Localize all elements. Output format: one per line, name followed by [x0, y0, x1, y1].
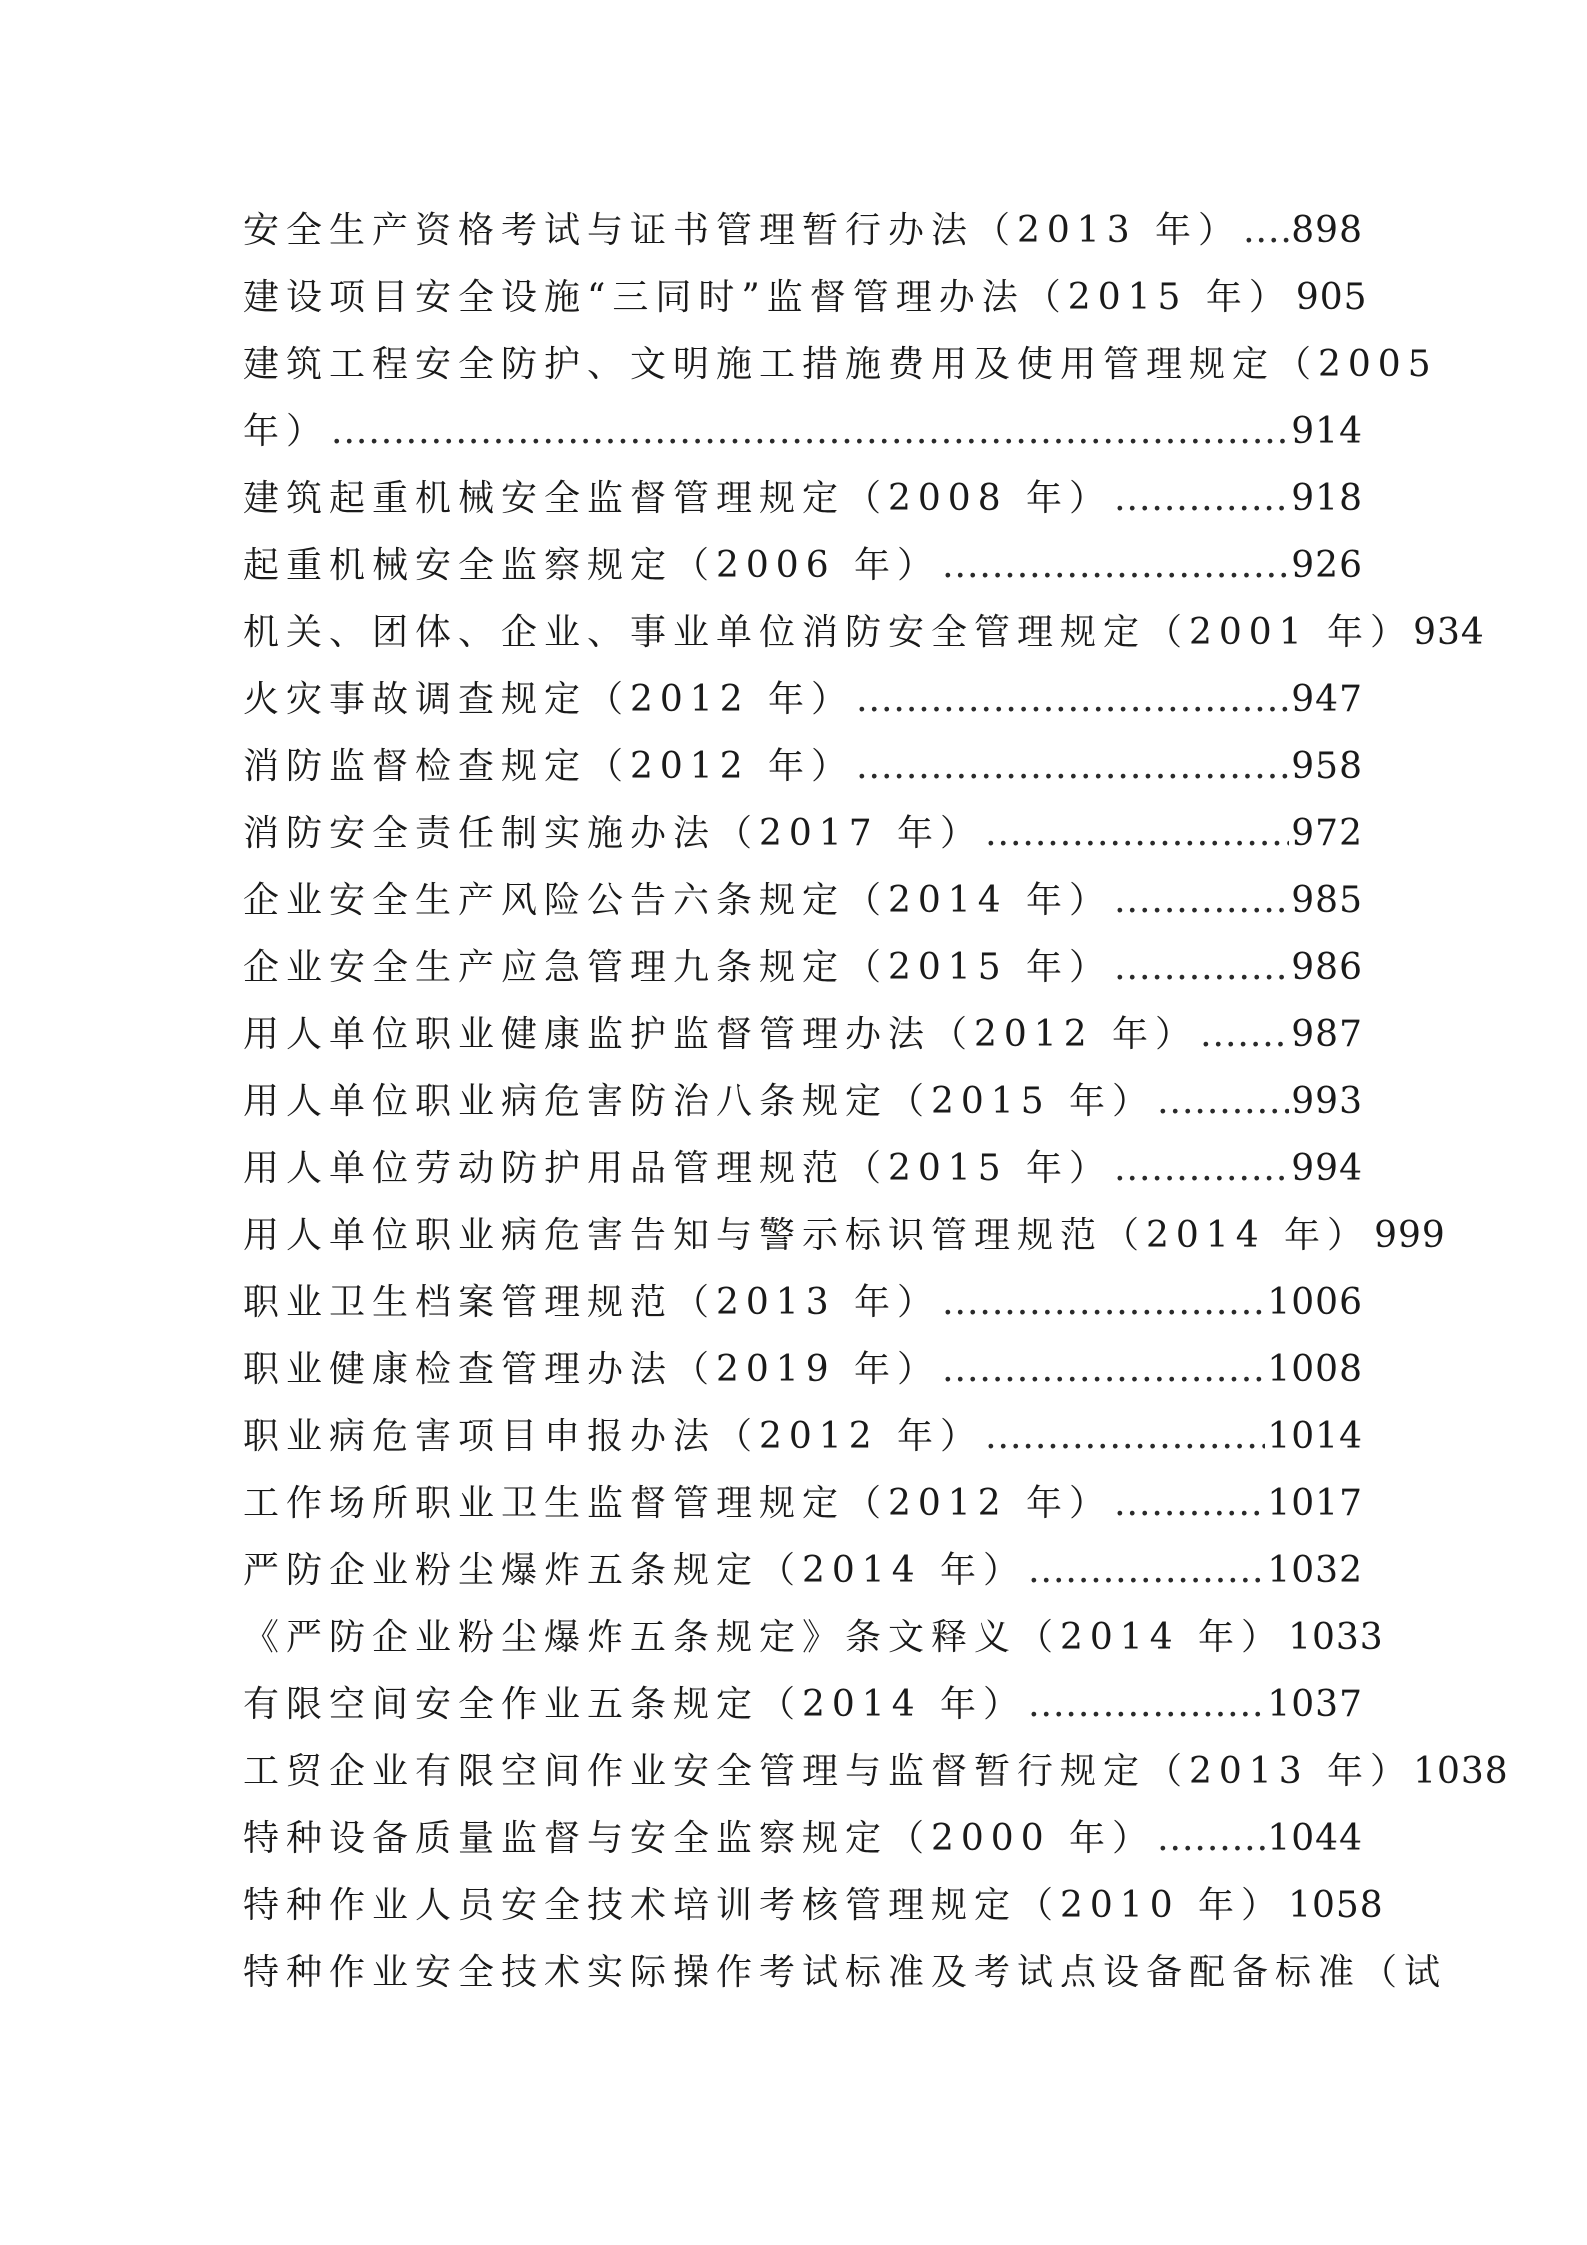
- toc-entry[interactable]: [243, 1269, 1363, 1336]
- toc-entry-page: 1014: [1267, 1416, 1363, 1457]
- toc-entry-title: 职业病危害项目申报办法（2012 年）: [243, 1416, 984, 1457]
- toc-entry-title: 职业健康检查管理办法（2019 年）: [243, 1349, 941, 1390]
- toc-leader-dots: [1028, 1671, 1265, 1738]
- toc-leader-dots: [331, 398, 1289, 465]
- toc-entry-title: 职业卫生档案管理规范（2013 年）: [243, 1282, 941, 1323]
- toc-leader-dots: [1157, 1068, 1289, 1135]
- toc-leader-dots: [942, 1269, 1265, 1336]
- toc-entry-page: 1008: [1267, 1349, 1363, 1390]
- toc-entry-title: 工作场所职业卫生监督管理规定（2012 年）: [243, 1483, 1113, 1524]
- toc-leader-dots: [1114, 1470, 1265, 1537]
- toc-leader-dots: [1200, 1001, 1289, 1068]
- toc-entry-title: 有限空间安全作业五条规定（2014 年）: [243, 1684, 1027, 1725]
- toc-leader-dots: [985, 1403, 1265, 1470]
- toc-entry[interactable]: [243, 1336, 1363, 1403]
- toc-entry-title: 用人单位职业病危害防治八条规定（2015 年）: [243, 1081, 1156, 1122]
- toc-entry-page: 934: [1413, 612, 1485, 653]
- toc-entry-page: 914: [1291, 411, 1363, 452]
- toc-leader-dots: [856, 666, 1289, 733]
- toc-entry-page: 1032: [1267, 1550, 1363, 1591]
- toc-entry-page: 993: [1291, 1081, 1363, 1122]
- toc-entry-title: 特种作业人员安全技术培训考核管理规定（2010 年）: [243, 1885, 1285, 1926]
- toc-entry-title: 《严防企业粉尘爆炸五条规定》条文释义（2014 年）: [243, 1617, 1285, 1658]
- toc-entry[interactable]: [243, 733, 1363, 800]
- toc-entry-page: 985: [1291, 880, 1363, 921]
- toc-entry-page: 947: [1291, 679, 1363, 720]
- toc-entry[interactable]: [243, 1537, 1363, 1604]
- toc-entry-page: 1037: [1267, 1684, 1363, 1725]
- toc-entry-title: 安全生产资格考试与证书管理暂行办法（2013 年）: [243, 210, 1242, 251]
- toc-leader-dots: [1114, 867, 1289, 934]
- toc-leader-dots: [1028, 1537, 1265, 1604]
- toc-leader-dots: [985, 800, 1289, 867]
- toc-entry[interactable]: [243, 398, 1363, 465]
- toc-leader-dots: [1157, 1805, 1265, 1872]
- toc-entry-title: 工贸企业有限空间作业安全管理与监督暂行规定（2013 年）: [243, 1751, 1414, 1792]
- toc-entry[interactable]: [243, 1738, 1509, 1805]
- toc-entry[interactable]: [243, 1068, 1363, 1135]
- toc-leader-dots: [1114, 465, 1289, 532]
- toc-entry-page: 1038: [1413, 1751, 1509, 1792]
- toc-entry-page: 999: [1374, 1215, 1446, 1256]
- toc-entry[interactable]: [243, 800, 1363, 867]
- toc-entry[interactable]: [243, 1001, 1363, 1068]
- toc-entry-title: 用人单位职业病危害告知与警示标识管理规范（2014 年）: [243, 1215, 1371, 1256]
- toc-entry[interactable]: [243, 666, 1363, 733]
- toc-entry[interactable]: [243, 197, 1363, 264]
- toc-leader-dots: [942, 1336, 1265, 1403]
- toc-entry-page: 958: [1291, 746, 1363, 787]
- toc-leader-dots: [1114, 1135, 1289, 1202]
- toc-entry[interactable]: [243, 1671, 1363, 1738]
- toc-entry-title: 年）: [243, 411, 330, 452]
- toc-entry-title: 机关、团体、企业、事业单位消防安全管理规定（2001 年）: [243, 612, 1414, 653]
- toc-entry-page: 1044: [1267, 1818, 1363, 1859]
- toc-entry-title: 严防企业粉尘爆炸五条规定（2014 年）: [243, 1550, 1027, 1591]
- toc-entry[interactable]: [243, 1403, 1363, 1470]
- toc-entry-title: 消防安全责任制实施办法（2017 年）: [243, 813, 984, 854]
- toc-leader-dots: [1114, 934, 1289, 1001]
- toc-entry-title: 建设项目安全设施“三同时”监督管理办法（2015 年）: [243, 277, 1292, 318]
- toc-entry-page: 972: [1291, 813, 1363, 854]
- toc-leader-dots: [1243, 197, 1289, 264]
- toc-entry-page: 1033: [1288, 1617, 1384, 1658]
- toc-entry[interactable]: [243, 264, 1368, 331]
- toc-entry[interactable]: [243, 867, 1363, 934]
- toc-entry-page: 1058: [1288, 1885, 1384, 1926]
- toc-entry-title: 用人单位职业健康监护监督管理办法（2012 年）: [243, 1014, 1199, 1055]
- toc-entry[interactable]: [243, 1872, 1384, 1939]
- toc-entry-page: 994: [1291, 1148, 1363, 1189]
- toc-entry[interactable]: [243, 1604, 1384, 1671]
- toc-entry-page: 905: [1295, 277, 1368, 318]
- toc-entry[interactable]: [243, 1805, 1363, 1872]
- toc-entry[interactable]: [243, 532, 1363, 599]
- toc-entry-page: 987: [1291, 1014, 1363, 1055]
- toc-entry-page: 1017: [1267, 1483, 1363, 1524]
- toc-entry-page: 926: [1291, 545, 1363, 586]
- toc-entry[interactable]: [243, 599, 1485, 666]
- toc-entry-title: 企业安全生产应急管理九条规定（2015 年）: [243, 947, 1113, 988]
- toc-entry-title: 特种作业安全技术实际操作考试标准及考试点设备配备标准（试: [243, 1952, 1448, 1993]
- toc-entry[interactable]: [243, 331, 1438, 398]
- toc-entry-title: 建筑工程安全防护、文明施工措施费用及使用管理规定（2005: [243, 344, 1438, 385]
- toc-leader-dots: [856, 733, 1289, 800]
- toc-leader-dots: [942, 532, 1289, 599]
- toc-entry-title: 用人单位劳动防护用品管理规范（2015 年）: [243, 1148, 1113, 1189]
- toc-entry-title: 特种设备质量监督与安全监察规定（2000 年）: [243, 1818, 1156, 1859]
- toc-entry[interactable]: [243, 934, 1363, 1001]
- toc-entry[interactable]: [243, 1202, 1446, 1269]
- table-of-contents: [243, 197, 1509, 2006]
- toc-entry-page: 1006: [1267, 1282, 1363, 1323]
- toc-entry-title: 火灾事故调查规定（2012 年）: [243, 679, 855, 720]
- toc-entry-page: 898: [1291, 210, 1363, 251]
- toc-entry[interactable]: [243, 1470, 1363, 1537]
- toc-entry-page: 918: [1291, 478, 1363, 519]
- toc-entry[interactable]: [243, 1939, 1448, 2006]
- toc-entry[interactable]: [243, 1135, 1363, 1202]
- toc-entry-title: 消防监督检查规定（2012 年）: [243, 746, 855, 787]
- toc-entry-page: 986: [1291, 947, 1363, 988]
- toc-entry[interactable]: [243, 465, 1363, 532]
- toc-entry-title: 企业安全生产风险公告六条规定（2014 年）: [243, 880, 1113, 921]
- toc-entry-title: 建筑起重机械安全监督管理规定（2008 年）: [243, 478, 1113, 519]
- toc-entry-title: 起重机械安全监察规定（2006 年）: [243, 545, 941, 586]
